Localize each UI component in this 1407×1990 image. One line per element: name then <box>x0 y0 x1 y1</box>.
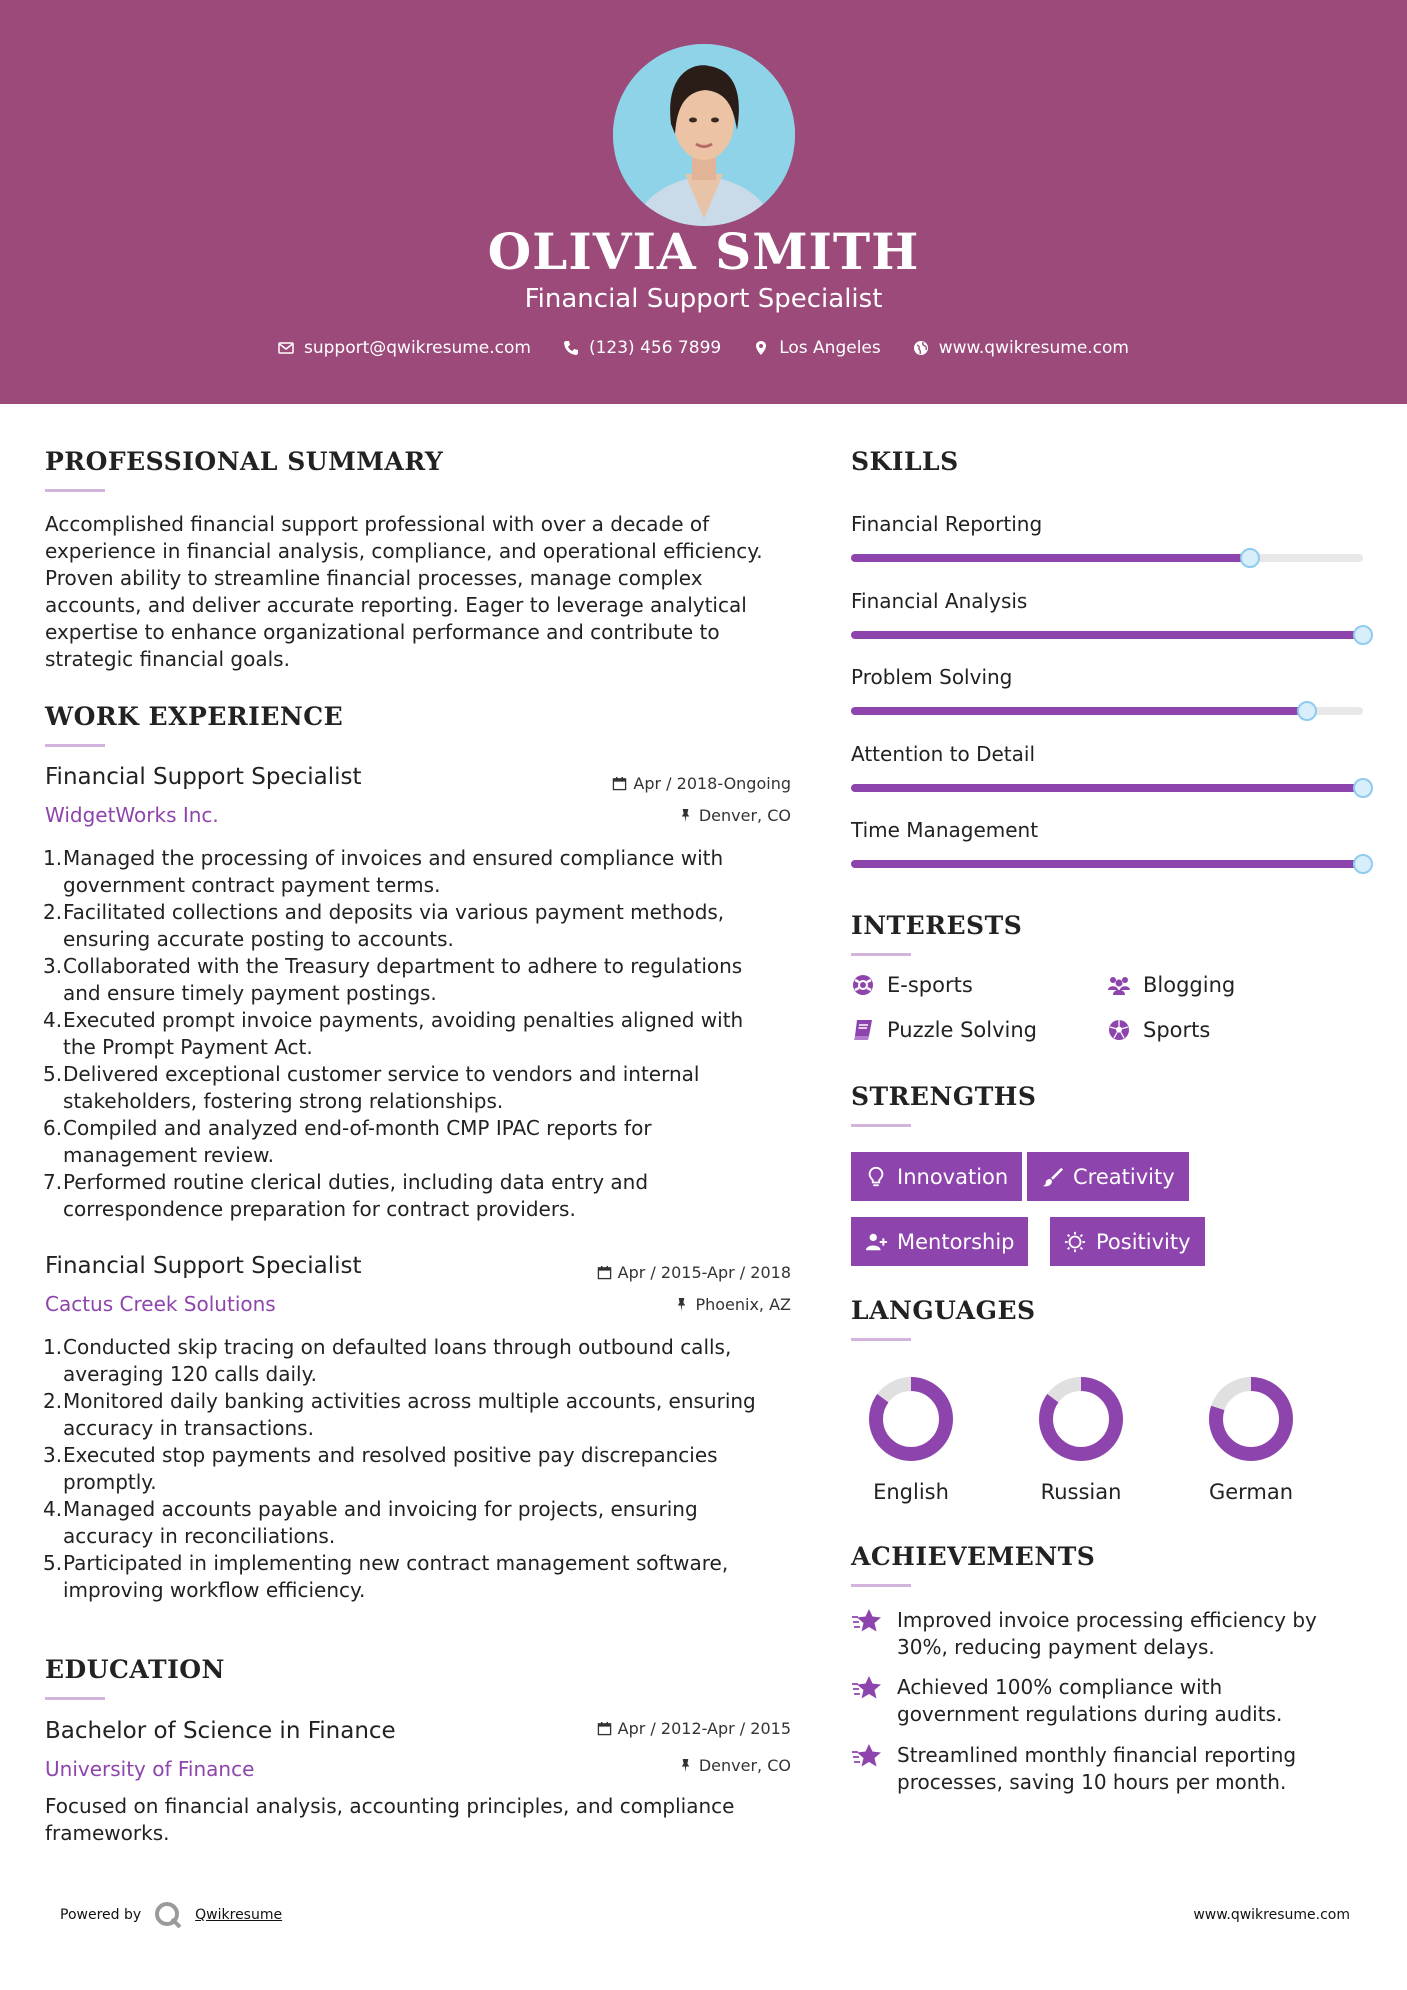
paint-brush-icon <box>1041 1166 1063 1188</box>
brand-link[interactable]: Qwikresume <box>195 1907 283 1923</box>
education-dates-text: Apr / 2012-Apr / 2015 <box>617 1719 791 1738</box>
strength-label: Positivity <box>1096 1229 1191 1254</box>
strength-label: Creativity <box>1073 1164 1175 1189</box>
footer-url[interactable]: www.qwikresume.com <box>1193 1907 1350 1923</box>
contact-phone-text: (123) 456 7899 <box>588 338 722 358</box>
achievement-item: Improved invoice processing efficiency by 30%, reducing payment delays. <box>851 1607 1351 1661</box>
profile-photo <box>613 44 795 226</box>
sun-icon <box>1064 1231 1086 1253</box>
interest-item <box>851 973 973 997</box>
summary-heading: PROFESSIONAL SUMMARY <box>45 447 444 476</box>
users-icon <box>1107 973 1131 997</box>
education-heading-rule <box>45 1697 105 1700</box>
achievements-heading-rule <box>851 1584 911 1587</box>
language-proficiency-donut <box>1201 1369 1301 1469</box>
skill-level-bar <box>851 631 1363 639</box>
resume-header <box>0 0 1407 404</box>
interest-label: E-sports <box>887 973 973 997</box>
school-name: University of Finance <box>45 1757 255 1781</box>
job-location <box>500 806 791 825</box>
summary-heading-rule <box>45 489 105 492</box>
company-name: WidgetWorks Inc. <box>45 803 219 827</box>
soccer-ball-icon <box>1107 1018 1131 1042</box>
education-heading: EDUCATION <box>45 1655 225 1684</box>
skill-level-fill <box>851 554 1250 562</box>
strength-tag <box>851 1217 1028 1266</box>
user-plus-icon <box>865 1231 887 1253</box>
skill-label: Time Management <box>851 818 1039 842</box>
skill-label: Financial Analysis <box>851 588 1028 613</box>
skill-level-knob <box>1240 548 1260 568</box>
languages-heading-rule <box>851 1338 911 1341</box>
list-item: 3. Collaborated with the Treasury department to adhere to regulations and ensure timely payment postings. <box>43 954 743 1005</box>
education-location <box>500 1756 791 1775</box>
phone-icon <box>563 340 579 356</box>
list-item: 5. Delivered exceptional customer service to vendors and internal stakeholders, fostering strong relationships. <box>43 1062 700 1113</box>
job-dates <box>500 774 791 793</box>
strength-tag <box>1027 1152 1189 1201</box>
strength-label: Innovation <box>897 1164 1009 1189</box>
star-icon <box>851 1740 883 1772</box>
job-dates <box>500 1263 791 1282</box>
achievement-item: Streamlined monthly financial reporting processes, saving 10 hours per month. <box>851 1742 1351 1796</box>
summary-line: Proven ability to streamline financial processes, manage complex <box>45 566 703 590</box>
qwikresume-logo-icon <box>153 1900 183 1930</box>
calendar-icon <box>612 776 627 791</box>
skill-level-bar <box>851 784 1363 792</box>
list-item: 6. Compiled and analyzed end-of-month CMP IPAC reports for management review. <box>43 1116 652 1167</box>
skill-level-knob <box>1353 854 1373 874</box>
pushpin-icon <box>674 1297 689 1312</box>
skill-label: Financial Reporting <box>851 512 1043 536</box>
contact-location <box>753 338 881 358</box>
interest-label: Blogging <box>1143 973 1236 997</box>
job-title: Financial Support Specialist <box>45 1253 362 1279</box>
education-line: Focused on financial analysis, accounting principles, and compliance <box>45 1794 735 1818</box>
contact-bar <box>0 338 1407 358</box>
education-line: frameworks. <box>45 1821 170 1845</box>
summary-line: strategic financial goals. <box>45 647 290 671</box>
job-location <box>500 1295 791 1314</box>
strengths-heading: STRENGTHS <box>851 1082 1037 1111</box>
list-item: 3. Executed stop payments and resolved positive pay discrepancies promptly. <box>43 1443 718 1494</box>
job-location-text: Phoenix, AZ <box>695 1295 791 1314</box>
contact-phone[interactable] <box>563 338 721 358</box>
calendar-icon <box>597 1265 612 1280</box>
language-label: German <box>1208 1480 1294 1504</box>
envelope-icon <box>278 340 294 356</box>
degree-title: Bachelor of Science in Finance <box>45 1718 396 1744</box>
job-dates-text: Apr / 2015-Apr / 2018 <box>617 1263 791 1282</box>
candidate-title: Financial Support Specialist <box>524 284 883 314</box>
interest-label: Sports <box>1143 1018 1211 1042</box>
strength-tag <box>1050 1217 1205 1266</box>
life-ring-icon <box>851 973 875 997</box>
list-item: 2. Facilitated collections and deposits via various payment methods, ensuring accurate posting to accounts. <box>43 900 725 951</box>
skill-level-knob <box>1297 701 1317 721</box>
language-proficiency-donut <box>1031 1369 1131 1469</box>
pushpin-icon <box>678 1758 693 1773</box>
interest-item <box>1107 973 1235 997</box>
list-item: 7. Performed routine clerical duties, including data entry and correspondence preparation for contract providers. <box>43 1170 649 1221</box>
achievement-item: Achieved 100% compliance with government regulations during audits. <box>851 1674 1351 1728</box>
candidate-name: OLIVIA SMITH <box>487 222 920 281</box>
summary-text <box>45 511 795 673</box>
company-name: Cactus Creek Solutions <box>45 1292 276 1316</box>
achievements-heading: ACHIEVEMENTS <box>851 1542 1096 1571</box>
star-icon <box>851 1605 883 1637</box>
education-location-text: Denver, CO <box>698 1756 791 1775</box>
contact-location-text: Los Angeles <box>779 338 881 358</box>
list-item: 2. Monitored daily banking activities across multiple accounts, ensuring accuracy in transactions. <box>43 1389 756 1440</box>
book-icon <box>851 1018 875 1042</box>
skill-level-fill <box>851 631 1363 639</box>
strength-label: Mentorship <box>897 1229 1015 1254</box>
skill-label: Attention to Detail <box>851 741 1036 766</box>
skill-level-knob <box>1353 778 1373 798</box>
language-proficiency-donut <box>861 1369 961 1469</box>
list-item: 1. Managed the processing of invoices and ensured compliance with government contract payment terms. <box>43 846 724 897</box>
languages-heading: LANGUAGES <box>851 1296 1036 1325</box>
language-label: Russian <box>1040 1480 1122 1504</box>
job-location-text: Denver, CO <box>698 806 791 825</box>
job-duties-list <box>45 845 805 1223</box>
interests-heading-rule <box>851 953 911 956</box>
summary-line: Accomplished financial support professional with over a decade of <box>45 512 710 536</box>
list-item: 4. Executed prompt invoice payments, avoiding penalties aligned with the Prompt Payment Act. <box>43 1008 744 1059</box>
footer-powered-by <box>60 1900 282 1930</box>
contact-email[interactable] <box>278 338 531 358</box>
experience-heading: WORK EXPERIENCE <box>45 702 344 731</box>
contact-website-text: www.qwikresume.com <box>938 338 1129 358</box>
experience-heading-rule <box>45 744 105 747</box>
job-dates-text: Apr / 2018-Ongoing <box>633 774 791 793</box>
globe-icon <box>913 340 929 356</box>
skill-level-knob <box>1353 625 1373 645</box>
summary-line: experience in financial analysis, compliance, and operational efficiency. <box>45 539 763 563</box>
strength-tag <box>851 1152 1022 1201</box>
powered-by-text: Powered by <box>60 1907 142 1923</box>
education-dates <box>500 1719 791 1738</box>
contact-website[interactable] <box>913 338 1129 358</box>
contact-email-text: support@qwikresume.com <box>304 338 531 358</box>
skill-level-bar <box>851 554 1363 562</box>
list-item: 4. Managed accounts payable and invoicing for projects, ensuring accuracy in reconciliations. <box>43 1497 698 1548</box>
skill-level-fill <box>851 707 1307 715</box>
skill-level-fill <box>851 860 1363 868</box>
lightbulb-icon <box>865 1166 887 1188</box>
list-item: 5. Participated in implementing new contract management software, improving workflow efficiency. <box>43 1551 729 1602</box>
interests-heading: INTERESTS <box>851 911 1023 940</box>
skill-level-bar <box>851 707 1363 715</box>
pushpin-icon <box>678 808 693 823</box>
skills-heading: SKILLS <box>851 447 959 476</box>
list-item: 1. Conducted skip tracing on defaulted loans through outbound calls, averaging 120 calls daily. <box>43 1335 732 1386</box>
language-label: English <box>873 1480 949 1504</box>
skill-level-bar <box>851 860 1363 868</box>
skill-level-fill <box>851 784 1363 792</box>
skill-label: Problem Solving <box>851 665 1013 689</box>
calendar-icon <box>597 1721 612 1736</box>
interest-item <box>1107 1018 1210 1042</box>
interest-item <box>851 1018 1037 1042</box>
interest-label: Puzzle Solving <box>887 1018 1037 1042</box>
strengths-heading-rule <box>851 1124 911 1127</box>
map-pin-icon <box>753 340 769 356</box>
job-duties-list <box>45 1334 805 1604</box>
summary-line: accounts, and deliver accurate reporting. Eager to leverage analytical <box>45 593 747 617</box>
job-title: Financial Support Specialist <box>45 764 362 790</box>
education-description <box>45 1793 805 1847</box>
summary-line: expertise to enhance organizational performance and contribute to <box>45 620 720 644</box>
star-icon <box>851 1672 883 1704</box>
